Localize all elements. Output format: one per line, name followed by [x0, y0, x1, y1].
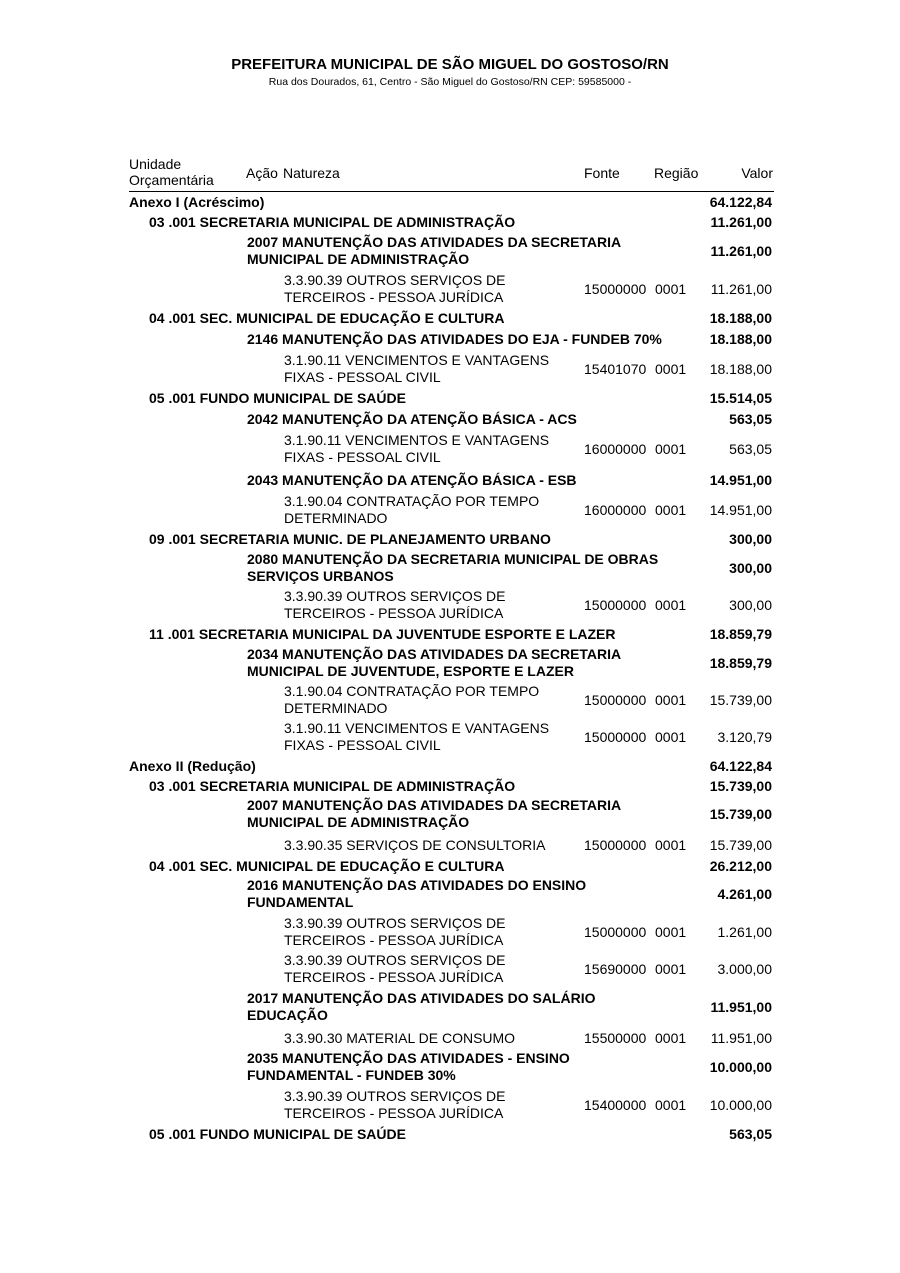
row-value: 15.739,00	[709, 806, 772, 822]
page-subtitle: Rua dos Dourados, 61, Centro - São Miguel do Gostoso/RN CEP: 59585000 -	[268, 76, 632, 88]
nature-row	[129, 588, 774, 624]
row-value: 15.739,00	[709, 692, 772, 708]
row-value: 300,00	[729, 597, 772, 613]
regiao-value: 0001	[655, 281, 687, 297]
fonte-value: 15000000	[584, 281, 647, 297]
row-value: 4.261,00	[717, 886, 772, 902]
annex-row	[129, 758, 774, 776]
nature-label: 3.1.90.11 VENCIMENTOS E VANTAGENS FIXAS - PESSOAL CIVIL	[284, 720, 550, 753]
nature-label: 3.1.90.11 VENCIMENTOS E VANTAGENS FIXAS - PESSOAL CIVIL	[284, 352, 550, 385]
unit-label: 11 .001 SECRETARIA MUNICIPAL DA JUVENTUDE ESPORTE E LAZER	[149, 626, 616, 642]
nature-row	[129, 352, 774, 388]
regiao-value: 0001	[655, 1097, 687, 1113]
page-title: PREFEITURA MUNICIPAL DE SÃO MIGUEL DO GOSTOSO/RN	[231, 56, 669, 73]
fonte-value: 16000000	[584, 441, 647, 457]
regiao-value: 0001	[655, 1030, 687, 1046]
unit-row	[129, 214, 774, 232]
nature-row	[129, 432, 774, 468]
regiao-value: 0001	[655, 502, 687, 518]
nature-label: 3.3.90.39 OUTROS SERVIÇOS DE TERCEIROS - PESSOA JURÍDICA	[284, 588, 506, 621]
annex-row	[129, 194, 774, 212]
action-label: 2042 MANUTENÇÃO DA ATENÇÃO BÁSICA - ACS	[247, 411, 577, 427]
col-regiao: Região	[654, 165, 699, 181]
row-value: 563,05	[729, 441, 772, 457]
row-value: 563,05	[729, 411, 772, 427]
action-label: 2146 MANUTENÇÃO DAS ATIVIDADES DO EJA - FUNDEB 70%	[247, 331, 662, 347]
nature-label: 3.3.90.35 SERVIÇOS DE CONSULTORIA	[284, 837, 546, 853]
row-value: 3.000,00	[717, 961, 772, 977]
unit-row	[129, 858, 774, 876]
unit-label: 09 .001 SECRETARIA MUNIC. DE PLANEJAMENTO URBANO	[149, 531, 551, 547]
unit-label: 05 .001 FUNDO MUNICIPAL DE SAÚDE	[149, 1126, 406, 1142]
col-acao: Ação	[246, 165, 278, 181]
unit-label: 05 .001 FUNDO MUNICIPAL DE SAÚDE	[149, 390, 406, 406]
col-natureza: Natureza	[283, 165, 340, 181]
row-value: 563,05	[729, 1126, 772, 1142]
unit-row	[129, 626, 774, 644]
row-value: 15.739,00	[709, 837, 772, 853]
row-value: 15.514,05	[709, 390, 772, 406]
unit-row	[129, 531, 774, 549]
fonte-value: 15400000	[584, 1097, 647, 1113]
row-value: 300,00	[729, 531, 772, 547]
row-value: 18.188,00	[709, 361, 772, 377]
row-value: 18.188,00	[709, 331, 772, 347]
row-value: 26.212,00	[709, 858, 772, 874]
regiao-value: 0001	[655, 924, 687, 940]
action-label: 2017 MANUTENÇÃO DAS ATIVIDADES DO SALÁRIO EDUCAÇÃO	[247, 990, 596, 1023]
row-value: 10.000,00	[709, 1059, 772, 1075]
row-value: 10.000,00	[709, 1097, 772, 1113]
action-row	[129, 1050, 774, 1086]
nature-row	[129, 493, 774, 529]
row-value: 11.951,00	[710, 999, 772, 1015]
row-value: 64.122,84	[709, 194, 772, 210]
row-value: 11.261,00	[710, 281, 772, 297]
action-row	[129, 646, 774, 682]
col-unidade: Unidade Orçamentária	[129, 156, 214, 188]
action-row	[129, 411, 774, 429]
fonte-value: 15000000	[584, 692, 647, 708]
action-label: 2035 MANUTENÇÃO DAS ATIVIDADES - ENSINO FUNDAMENTAL - FUNDEB 30%	[247, 1050, 570, 1083]
row-value: 14.951,00	[709, 502, 772, 518]
fonte-value: 15000000	[584, 924, 647, 940]
fonte-value: 15500000	[584, 1030, 647, 1046]
regiao-value: 0001	[655, 692, 687, 708]
annex-label: Anexo I (Acréscimo)	[129, 194, 265, 210]
action-label: 2016 MANUTENÇÃO DAS ATIVIDADES DO ENSINO FUNDAMENTAL	[247, 877, 587, 910]
nature-label: 3.3.90.39 OUTROS SERVIÇOS DE TERCEIROS - PESSOA JURÍDICA	[284, 915, 506, 948]
fonte-value: 15000000	[584, 837, 647, 853]
unit-label: 04 .001 SEC. MUNICIPAL DE EDUCAÇÃO E CULTURA	[149, 858, 505, 874]
row-value: 18.188,00	[709, 310, 772, 326]
fonte-value: 15690000	[584, 961, 647, 977]
row-value: 3.120,79	[717, 729, 772, 745]
nature-row	[129, 272, 774, 308]
unit-row	[129, 1126, 774, 1144]
regiao-value: 0001	[655, 837, 687, 853]
row-value: 1.261,00	[717, 924, 772, 940]
action-label: 2007 MANUTENÇÃO DAS ATIVIDADES DA SECRETARIA MUNICIPAL DE ADMINISTRAÇÃO	[247, 797, 622, 830]
regiao-value: 0001	[655, 597, 687, 613]
regiao-value: 0001	[655, 441, 687, 457]
action-row	[129, 472, 774, 490]
nature-row	[129, 1030, 774, 1048]
action-row	[129, 551, 774, 587]
nature-label: 3.3.90.39 OUTROS SERVIÇOS DE TERCEIROS - PESSOA JURÍDICA	[284, 1088, 506, 1121]
action-label: 2034 MANUTENÇÃO DAS ATIVIDADES DA SECRETARIA MUNICIPAL DE JUVENTUDE, ESPORTE E LAZER	[247, 646, 622, 679]
row-value: 11.951,00	[710, 1030, 772, 1046]
action-row	[129, 797, 774, 833]
row-value: 18.859,79	[709, 626, 772, 642]
regiao-value: 0001	[655, 961, 687, 977]
nature-label: 3.3.90.39 OUTROS SERVIÇOS DE TERCEIROS - PESSOA JURÍDICA	[284, 272, 506, 305]
nature-row	[129, 683, 774, 719]
fonte-value: 16000000	[584, 502, 647, 518]
row-value: 11.261,00	[710, 214, 772, 230]
unit-row	[129, 778, 774, 796]
col-fonte: Fonte	[584, 165, 620, 181]
action-label: 2043 MANUTENÇÃO DA ATENÇÃO BÁSICA - ESB	[247, 472, 577, 488]
unit-row	[129, 390, 774, 408]
action-label: 2007 MANUTENÇÃO DAS ATIVIDADES DA SECRETARIA MUNICIPAL DE ADMINISTRAÇÃO	[247, 234, 622, 267]
nature-label: 3.1.90.04 CONTRATAÇÃO POR TEMPO DETERMINADO	[284, 493, 540, 526]
row-value: 14.951,00	[709, 472, 772, 488]
action-label: 2080 MANUTENÇÃO DA SECRETARIA MUNICIPAL DE OBRAS SERVIÇOS URBANOS	[247, 551, 659, 584]
action-row	[129, 877, 774, 913]
nature-label: 3.3.90.30 MATERIAL DE CONSUMO	[284, 1030, 516, 1046]
action-row	[129, 990, 774, 1026]
column-header	[129, 155, 774, 192]
nature-row	[129, 720, 774, 756]
fonte-value: 15000000	[584, 729, 647, 745]
row-value: 64.122,84	[709, 758, 772, 774]
unit-label: 03 .001 SECRETARIA MUNICIPAL DE ADMINISTRAÇÃO	[149, 778, 516, 794]
row-value: 18.859,79	[709, 655, 772, 671]
unit-row	[129, 310, 774, 328]
row-value: 300,00	[729, 560, 772, 576]
unit-label: 03 .001 SECRETARIA MUNICIPAL DE ADMINISTRAÇÃO	[149, 214, 516, 230]
nature-label: 3.1.90.11 VENCIMENTOS E VANTAGENS FIXAS - PESSOAL CIVIL	[284, 432, 550, 465]
nature-row	[129, 1088, 774, 1124]
nature-row	[129, 915, 774, 951]
regiao-value: 0001	[655, 729, 687, 745]
nature-row	[129, 837, 774, 855]
fonte-value: 15000000	[584, 597, 647, 613]
row-value: 11.261,00	[710, 243, 772, 259]
row-value: 15.739,00	[709, 778, 772, 794]
regiao-value: 0001	[655, 361, 687, 377]
fonte-value: 15401070	[584, 361, 647, 377]
unit-label: 04 .001 SEC. MUNICIPAL DE EDUCAÇÃO E CULTURA	[149, 310, 505, 326]
action-row	[129, 331, 774, 349]
action-row	[129, 234, 774, 270]
nature-label: 3.3.90.39 OUTROS SERVIÇOS DE TERCEIROS - PESSOA JURÍDICA	[284, 952, 506, 985]
annex-label: Anexo II (Redução)	[129, 758, 256, 774]
nature-label: 3.1.90.04 CONTRATAÇÃO POR TEMPO DETERMINADO	[284, 683, 540, 716]
col-valor: Valor	[741, 165, 773, 181]
nature-row	[129, 952, 774, 988]
